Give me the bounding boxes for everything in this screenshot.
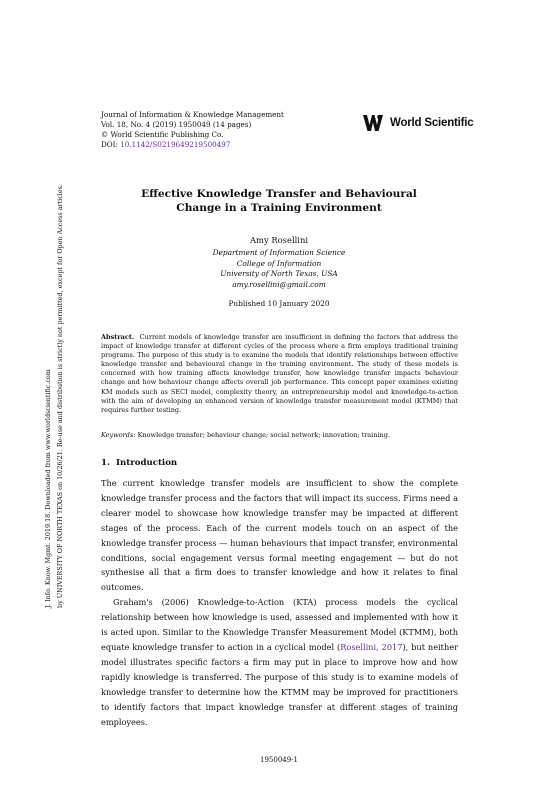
abstract bbox=[101, 333, 458, 415]
title-line-1: Effective Knowledge Transfer and Behavioural bbox=[141, 188, 417, 200]
author-university: University of North Texas, USA bbox=[220, 269, 338, 279]
journal-info bbox=[101, 110, 284, 150]
paragraph-2-text-before: Graham's (2006) Knowledge-to-Action (KTA) process models the cyclical relationship between how knowledge is used, assessed and implemented with how it is acted upon. Similar to the Knowledge Transfer Measurement Model (KTMM), both equate knowledge transfer to action in a cyclical model ( bbox=[101, 597, 458, 652]
keywords bbox=[101, 431, 458, 439]
journal-copyright: © World Scientific Publishing Co. bbox=[101, 130, 224, 139]
section-heading bbox=[101, 458, 177, 468]
publisher-logo bbox=[362, 112, 474, 134]
section-title: Introduction bbox=[115, 458, 178, 468]
paper-title bbox=[100, 187, 458, 215]
journal-doi bbox=[101, 140, 284, 150]
author-block bbox=[100, 235, 458, 290]
doi-link[interactable]: 10.1142/S0219649219500497 bbox=[120, 140, 231, 149]
title-line-2: Change in a Training Environment bbox=[176, 202, 382, 214]
citation-link[interactable]: Rosellini, 2017 bbox=[340, 641, 403, 652]
section-number: 1. bbox=[101, 458, 110, 468]
paragraph-1: The current knowledge transfer models are insufficient to show the complete knowledge transfer process and the factors that will impact its success. Firms need a clearer model to showcase how knowledge transfer may be impacted at different stages of the process. Each of the current models touch on an aspect of the knowledge transfer process — human behaviours that impact transfer, environmental conditions, social engagement versus formal meeting engagement — but do not synthesise all that a firm does to transfer knowledge and how it relates to final outcomes. bbox=[101, 478, 458, 593]
download-notice bbox=[44, 184, 72, 608]
journal-name: Journal of Information & Knowledge Management bbox=[101, 110, 284, 119]
published-date: Published 10 January 2020 bbox=[228, 299, 330, 308]
keywords-label: Keywords: bbox=[101, 431, 136, 439]
keywords-text: Knowledge transfer; behaviour change; social network; innovation; training. bbox=[137, 431, 390, 439]
page-number: 1950049-1 bbox=[260, 756, 298, 764]
author-name: Amy Rosellini bbox=[249, 235, 309, 245]
author-college: College of Information bbox=[236, 258, 322, 268]
abstract-label: Abstract. bbox=[101, 333, 135, 341]
doi-label: DOI: bbox=[101, 140, 121, 149]
paragraph-2-text-after: ), but neither model illustrates specific factors a firm may put in place to improve how and how rapidly knowledge is transferred. The purpose of this study is to examine models of knowledge transfer to determine how the KTMM may be improved for practitioners to identify factors that impact knowledge transfer at different stages of training employees. bbox=[101, 641, 458, 727]
body-text bbox=[101, 476, 458, 729]
download-notice-line-1: J. Info. Know. Mgmt. 2019.18. Downloaded from www.worldscientific.com bbox=[44, 369, 52, 608]
paragraph-2 bbox=[101, 595, 458, 729]
publisher-name: World Scientific bbox=[390, 117, 474, 129]
author-department: Department of Information Science bbox=[212, 248, 346, 257]
world-scientific-logo-icon bbox=[362, 112, 384, 134]
journal-volume: Vol. 18, No. 4 (2019) 1950049 (14 pages) bbox=[101, 120, 252, 129]
abstract-text: Current models of knowledge transfer are insufficient in defining the factors that address the impact of knowledge transfer at different cycles of the process where a firm employs traditional training programs. The purpose of this study is to examine the models that identify relationships between effective knowledge transfer and behavioural change in the training environment. The study of these models is concerned with how training affects knowledge transfer, how knowledge transfer impacts behaviour change and how behaviour change affects overall job performance. This concept paper examines existing KM models such as SECI model, complexity theory, an entrepreneurship model and knowledge-to-action with the aim of developing an enhanced version of knowledge transfer measurement model (KTMM) that requires further testing. bbox=[101, 333, 458, 414]
download-notice-line-2: by UNIVERSITY OF NORTH TEXAS on 10/26/21. Re-use and distribution is strictly not permitted, except for Open Access articles. bbox=[56, 184, 64, 608]
author-email[interactable]: amy.rosellini@gmail.com bbox=[232, 279, 326, 289]
